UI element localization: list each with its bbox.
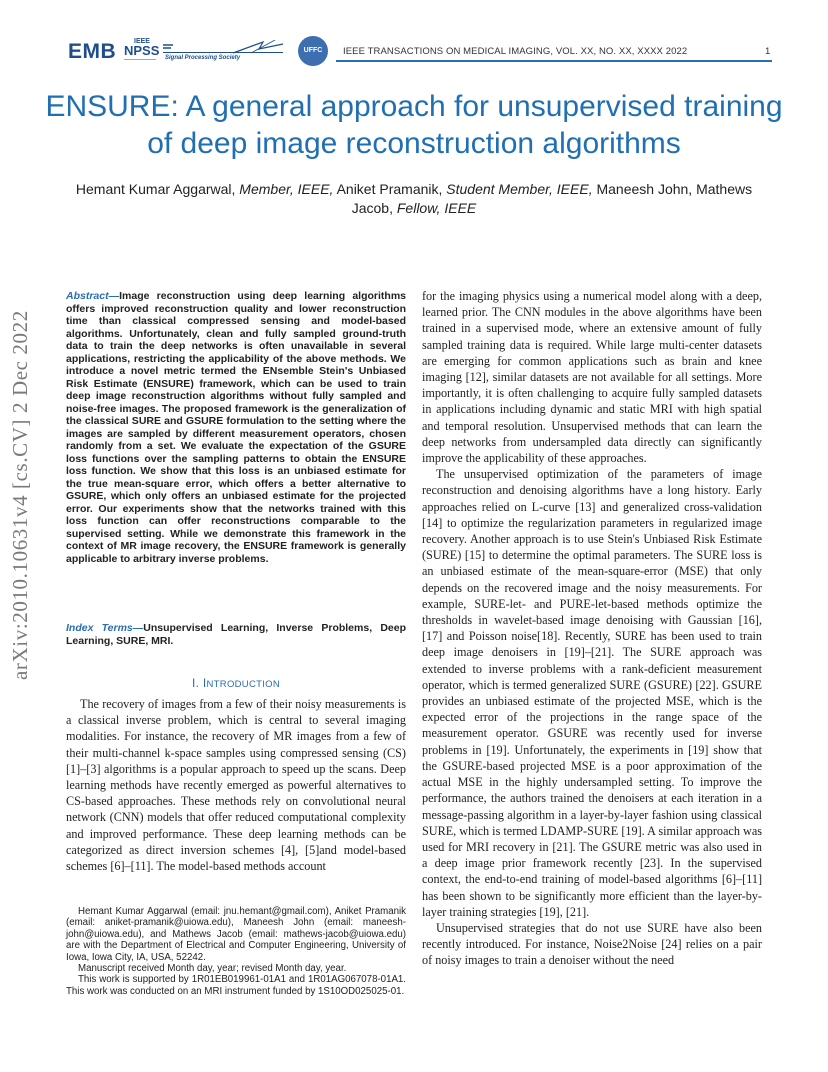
right-column — [422, 288, 762, 969]
section-name: NTRODUCTION — [206, 679, 281, 690]
intro-left-column — [66, 696, 406, 874]
intro-paragraph: The recovery of images from a few of their noisy measurements is a classical inverse problem, which is central to several imaging modalities. For instance, the recovery of MR images from a few of their multi-channel k-space samples using compressed sensing (CS) [1]–[3] algorithms is a popular approach to speed up the scans. Deep learning methods have recently emerged as powerful alternatives to CS-based approaches. These methods rely on convolutional neural network (CNN) models that offer reduced computational complexity and improved performance. These deep learning methods can be categorized as direct inversion schemes [4], [5]and model-based schemes [6]–[11]. The model-based methods account — [66, 697, 406, 874]
signal-processing-society-logo — [163, 40, 291, 66]
author-list — [60, 180, 768, 218]
footnote-funding: This work is supported by 1R01EB019961-01A1 and 1R01AG067078-01A1. This work was conducted on an MRI instrument funded by 1S10OD025025-01. — [66, 974, 406, 997]
index-terms — [66, 622, 406, 647]
index-terms-label: Index Terms— — [66, 622, 144, 634]
sps-underline — [163, 52, 283, 53]
header-rule — [336, 60, 772, 62]
emb-logo: EMB — [68, 40, 117, 63]
ieee-npss-logo — [124, 38, 160, 68]
index-terms-text: Unsupervised Learning, Inverse Problems, Deep Learning, SURE, MRI. — [66, 622, 406, 647]
author-2-role: Student Member, IEEE, — [446, 181, 593, 197]
section-heading — [66, 676, 406, 690]
arxiv-stamp: arXiv:2010.10631v4 [cs.CV] 2 Dec 2022 — [8, 310, 32, 680]
section-numeral: I. I — [191, 676, 207, 690]
right-paragraph-3: Unsupervised strategies that do not use SURE have also been recently introduced. For instance, Noise2Noise [24] relies on a pair of noisy images to train a denoiser without the need — [422, 920, 762, 968]
footnote-affiliation: Hemant Kumar Aggarwal (email: jnu.hemant@gmail.com), Aniket Pramanik (email: aniket-pramanik@uiowa.edu), Maneesh John (email: maneesh-john@uiowa.edu), and Mathews Jacob (email: mathews-jacob@uiowa.edu) are with the Department of Electrical and Computer Engineering, University of Iowa, Iowa City, IA, USA, 52242. — [66, 906, 406, 963]
author-1: Hemant Kumar Aggarwal, — [75, 181, 240, 197]
author-4-role: Fellow, IEEE — [396, 200, 477, 216]
paper-title: ENSURE: A general approach for unsupervised training of deep image reconstruction algorithms — [45, 90, 783, 160]
ieee-logo-text: IEEE — [134, 38, 150, 45]
page-number: 1 — [765, 46, 771, 57]
npss-logo-text: NPSS — [124, 43, 160, 58]
uffc-logo: UFFC — [298, 36, 328, 66]
author-2: Aniket Pramanik, — [333, 181, 447, 197]
right-paragraph-2: The unsupervised optimization of the parameters of image reconstruction and denoising algorithms have a long history. Early approaches relied on L-curve [13] and generalized cross-validation [14] to optimize the regularization parameters in regularized image recovery. Another approach is to use Stein's Unbiased Risk Estimate (SURE) [15] to determine the optimal parameters. The SURE loss is an unbiased estimate of the mean-square-error (MSE) that only depends on the recovered image and the noisy measurements. For example, SURE-let- and PURE-let-based methods optimize the thresholds in wavelet-based image denoising with Gaussian [16], [17] and Poisson noise[18]. Recently, SURE has been used to train deep image denoisers in [19]–[21]. The SURE approach was extended to inverse problems with a rank-deficient measurement operator, which is termed generalized SURE (GSURE) [22]. GSURE provides an unbiased estimate of the projected MSE, which is the expected error of the projections in the range space of the measurement operator. GSURE was recently used for inverse problems in [19]. Unfortunately, the experiments in [19] show that the GSURE-based projected MSE is a poor approximation of the actual MSE in the highly undersampled setting. To improve the performance, the authors trained the denoisers at each iteration in a message-passing algorithm in a layer-by-layer fashion using classical SURE, which is termed LDAMP-SURE [19]. A similar approach was used for MRI recovery in [21]. The GSURE metric was also used in a deep image prior framework recently [23]. In the supervised context, the end-to-end training of model-based algorithms [6]–[11] has been shown to be significantly more efficient than the layer-by-layer training strategies [19], [21]. — [422, 467, 762, 919]
abstract — [66, 290, 406, 565]
sps-swoosh-icon — [163, 40, 291, 66]
footnote-manuscript: Manuscript received Month day, year; revised Month day, year. — [78, 963, 347, 975]
logo-fine-print — [124, 59, 156, 68]
author-3-4: Maneesh John, Mathews Jacob, — [351, 181, 753, 216]
abstract-label: Abstract— — [66, 290, 120, 302]
footnotes — [66, 906, 406, 997]
abstract-text: Image reconstruction using deep learning algorithms offers improved reconstruction quality and lower reconstruction time than classical compressed sensing and model-based algorithms. Unfortunately, clean and fully sampled ground-truth data to train the deep networks is often unavailable in several applications, restricting the applicability of the above methods. We introduce a novel metric termed the ENsemble Stein's Unbiased Risk Estimate (ENSURE) framework, which can be used to train deep image reconstruction algorithms without fully sampled and noise-free images. The proposed framework is the generalization of the classical SURE and GSURE formulation to the setting where the images are sampled by different measurement operators, chosen randomly from a set. We evaluate the expectation of the GSURE loss functions over the sampling patterns to obtain the ENSURE loss function. We show that this loss is an unbiased estimate for the true mean-square error, which offers a better alternative to GSURE, which only offers an unbiased estimate for the projected error. Our experiments show that the networks trained with this loss function can offer reconstructions comparable to the supervised setting. While we demonstrate this framework in the context of MR image recovery, the ENSURE framework is generally applicable to arbitrary inverse problems. — [66, 290, 406, 565]
journal-running-head: IEEE TRANSACTIONS ON MEDICAL IMAGING, VOL. XX, NO. XX, XXXX 2022 — [343, 46, 688, 57]
sps-logo-text: Signal Processing Society — [165, 55, 241, 61]
right-paragraph-1: for the imaging physics using a numerical model along with a deep, learned prior. The CNN modules in the above algorithms have been trained in a supervised mode, where an extensive amount of fully sampled training data is required. While large multi-center datasets are emerging for common applications such as brain and knee imaging [12], similar datasets are not available for all settings. More importantly, it is often challenging to acquire fully sampled datasets in applications including dynamic and static MRI with high spatial and temporal resolution. Unsupervised methods that can learn the deep networks from undersampled data directly can significantly improve the applicability of these approaches. — [422, 289, 762, 466]
author-1-role: Member, IEEE, — [239, 181, 334, 197]
